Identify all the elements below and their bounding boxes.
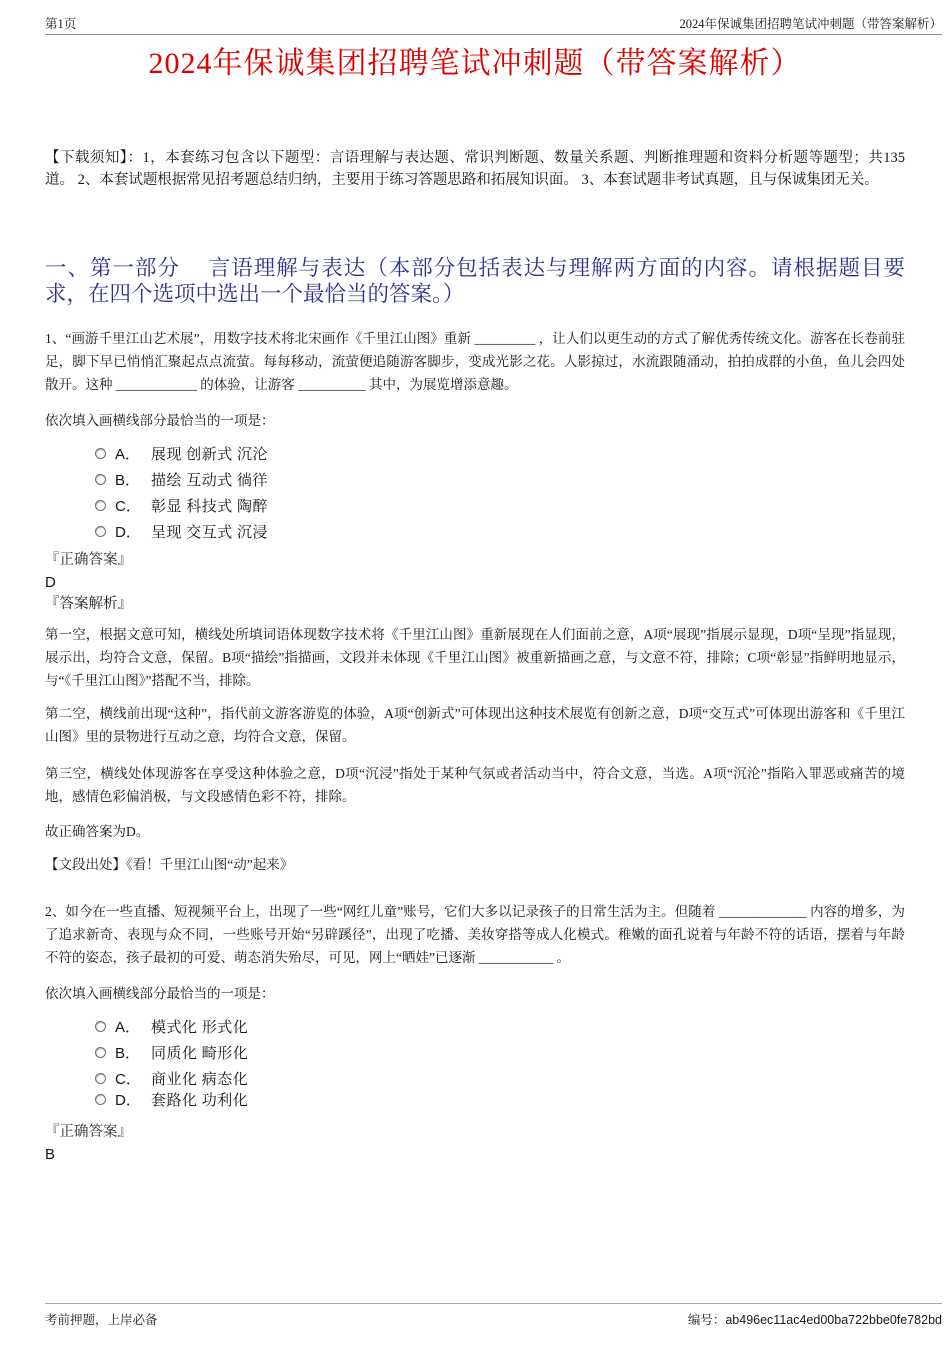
footer-serial-value: ab496ec11ac4ed00ba722bbe0fe782bd [725,1313,942,1327]
radio-button-icon[interactable] [95,448,106,459]
option-letter: D． [115,1092,141,1109]
radio-button-icon[interactable] [95,1073,106,1084]
radio-button-icon[interactable] [95,500,106,511]
radio-button-icon[interactable] [95,526,106,537]
analysis-label: 『答案解析』 [45,596,132,612]
analysis-paragraph: 第三空，横线处体现游客在享受这种体验之意，D项“沉浸”指处于某种气氛或者活动当中，符合文意，当选。A项“沉沦”指陷入罪恶或痛苦的境地，感情色彩偏消极，与文段感情色彩不符，排除。 [45,766,905,804]
option-text: 同质化 畸形化 [151,1045,249,1062]
correct-answer-value: B [45,1146,56,1163]
radio-button-icon[interactable] [95,1094,106,1105]
option-letter: B． [115,1044,141,1062]
option-text: 商业化 病态化 [151,1071,249,1088]
header-page-number: 第1页 [45,17,77,31]
section-heading: 一、第一部分 言语理解与表达（本部分包括表达与理解两方面的内容。请根据题目要求，在四个选项中选出一个最恰当的答案。） [45,256,905,306]
correct-answer-label: 『正确答案』 [45,1124,132,1140]
option-text: 展现 创新式 沉沦 [151,446,269,463]
radio-button-icon[interactable] [95,474,106,485]
option-row [95,440,905,466]
question-1-prompt: 依次填入画横线部分最恰当的一项是： [45,413,275,428]
footer-serial-label: 编号： [687,1313,726,1327]
option-text: 彰显 科技式 陶醉 [151,498,269,515]
question-1-stem: 1、“画游千里江山艺术展”，用数字技术将北宋画作《千里江山图》重新 _________ ，让人们以更生动的方式了解优秀传统文化。游客在长卷前驻足，脚下早已悄悄汇聚起点点流萤。每每移动，流萤便追随游客脚步，变成光影之花。人影掠过，水流跟随涌动，拍拍成群的小鱼，鱼儿会四处散开。这种 ____________ 的体验，让游客 __________ 其中，为展览增添意趣。 [45,331,905,392]
option-row [95,1065,905,1091]
correct-answer-label: 『正确答案』 [45,552,132,568]
analysis-paragraph: 第二空，横线前出现“这种”，指代前文游客游览的体验，A项“创新式”可体现出这种技术展览有创新之意，D项“交互式”可体现出游客和《千里江山图》里的景物进行互动之意，均符合文意，保留。 [45,706,905,744]
question-2-stem: 2、如今在一些直播、短视频平台上，出现了一些“网红儿童”账号，它们大多以记录孩子的日常生活为主。但随着 _____________ 内容的增多，为了追求新奇、表现与众不同，一些账号开始“另辟蹊径”，出现了吃播、美妆穿搭等成人化模式。稚嫩的面孔说着与年龄不符的话语，摆着与年龄不符的姿态，孩子最初的可爱、萌态消失殆尽，可见，网上“晒娃”已逐渐 ___________ 。 [45,904,905,965]
radio-button-icon[interactable] [95,1047,106,1058]
option-letter: D． [115,523,141,541]
page-content [0,33,950,1165]
download-notice: 【下载须知】：1，本套练习包含以下题型：言语理解与表达题、常识判断题、数量关系题、判断推理题和资料分析题等题型；共135道。 2、本套试题根据常见招考题总结归纳，主要用于练习答题思路和拓展知识面。 3、本套试题非考试真题，且与保诚集团无关。 [45,150,905,188]
option-row [95,1013,905,1039]
option-letter: C． [115,497,141,515]
question-2-options [95,1013,905,1108]
option-letter: B． [115,471,141,489]
main-title: 2024年保诚集团招聘笔试冲刺题（带答案解析） [148,47,802,80]
footer-serial [688,1310,942,1328]
question-1-options [95,440,905,544]
passage-source: 【文段出处】《看！千里江山图“动”起来》 [45,857,294,872]
option-row [95,518,905,544]
header-doc-title: 2024年保诚集团招聘笔试冲刺题（带答案解析） [679,17,942,31]
option-row [95,1091,905,1108]
option-text: 套路化 功利化 [151,1093,249,1109]
option-letter: A． [115,445,141,463]
option-text: 描绘 互动式 徜徉 [151,472,269,489]
option-text: 模式化 形式化 [151,1019,249,1036]
footer-slogan: 考前押题，上岸必备 [45,1313,158,1327]
option-row [95,1039,905,1065]
answer-conclusion: 故正确答案为D。 [45,824,150,839]
radio-button-icon[interactable] [95,1021,106,1032]
option-letter: C． [115,1070,141,1088]
question-2-prompt: 依次填入画横线部分最恰当的一项是： [45,986,275,1001]
option-row [95,492,905,518]
option-row [95,466,905,492]
page-footer [45,1303,942,1328]
analysis-paragraph: 第一空，根据文意可知，横线处所填词语体现数字技术将《千里江山图》重新展现在人们面前之意，A项“展现”指展示显现，D项“呈现”指显现，展示出，均符合文意，保留。B项“描绘”指描画，文段并未体现《千里江山图》被重新描画之意，与文意不符，排除；C项“彰显”指鲜明地显示，与“《千里江山图》”搭配不当，排除。 [45,627,905,688]
option-letter: A． [115,1018,141,1036]
option-text: 呈现 交互式 沉浸 [151,524,269,541]
correct-answer-value: D [45,574,56,591]
